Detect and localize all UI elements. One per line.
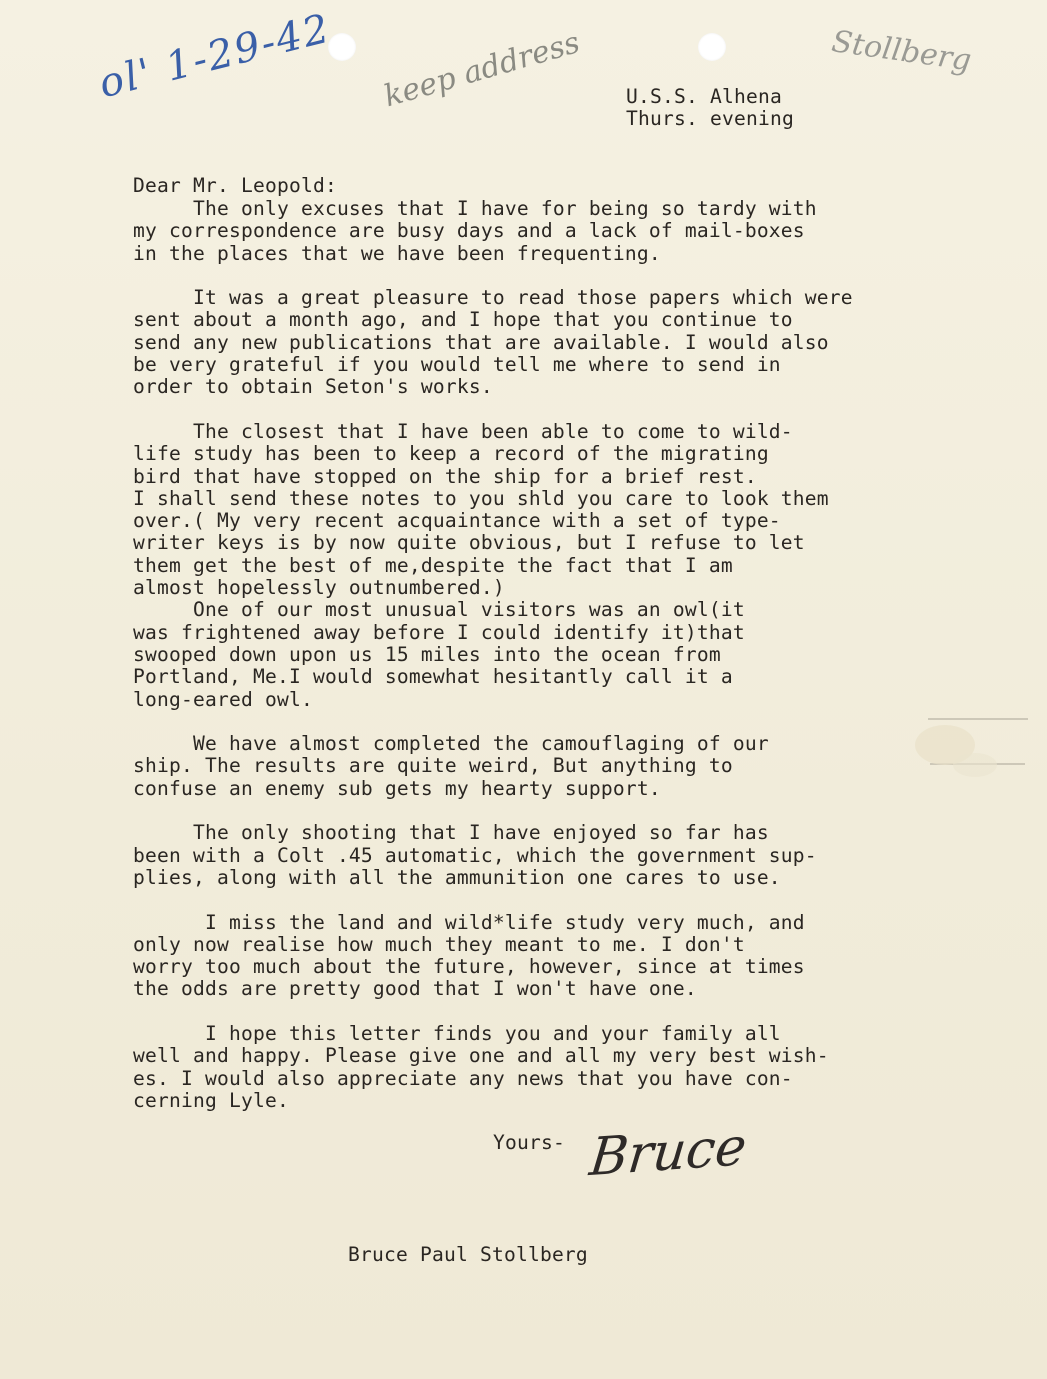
body-line: send any new publications that are available. I would also	[133, 330, 829, 354]
body-line: order to obtain Seton's works.	[133, 375, 493, 399]
body-line	[133, 1001, 853, 1023]
body-line: been with a Colt .45 automatic, which the government sup-	[133, 843, 817, 867]
punch-hole-right	[698, 33, 726, 61]
body-line: plies, along with all the ammunition one cares to use.	[133, 865, 781, 889]
body-line	[133, 800, 853, 822]
body-line	[133, 711, 853, 733]
letter-header	[626, 86, 794, 131]
body-line: The closest that I have been able to come to wild-	[133, 419, 793, 443]
body-line: cerning Lyle.	[133, 1088, 289, 1112]
body-line: well and happy. Please give one and all my very best wish-	[133, 1044, 829, 1068]
body-line: The only shooting that I have enjoyed so far has	[133, 821, 769, 845]
body-line: long-eared owl.	[133, 687, 313, 711]
body-line: writer keys is by now quite obvious, but I refuse to let	[133, 531, 805, 555]
body-line: them get the best of me,despite the fact that I am	[133, 553, 733, 577]
body-line: I shall send these notes to you shld you care to look them	[133, 486, 829, 510]
body-line	[133, 889, 853, 911]
body-line: in the places that we have been frequenting.	[133, 241, 661, 265]
body-line: It was a great pleasure to read those papers which were	[133, 286, 853, 310]
handwritten-signature: Bruce	[586, 1116, 750, 1189]
ship-name: U.S.S. Alhena	[626, 85, 782, 108]
handwritten-surname-note: Stollberg	[829, 24, 974, 79]
body-line: es. I would also appreciate any news that you have con-	[133, 1066, 793, 1090]
body-line: bird that have stopped on the ship for a brief rest.	[133, 464, 757, 488]
body-line: Portland, Me.I would somewhat hesitantly call it a	[133, 665, 733, 689]
body-line: swooped down upon us 15 miles into the ocean from	[133, 642, 721, 666]
body-line: was frightened away before I could identify it)that	[133, 620, 745, 644]
body-line: ship. The results are quite weird, But anything to	[133, 754, 733, 778]
body-line: I miss the land and wild*life study very much, and	[133, 910, 805, 934]
body-line: my correspondence are busy days and a lack of mail-boxes	[133, 219, 805, 243]
body-line: We have almost completed the camouflaging of our	[133, 732, 769, 756]
body-line: The only excuses that I have for being so tardy with	[133, 197, 817, 220]
letter-body	[133, 198, 853, 1112]
body-line: only now realise how much they meant to me. I don't	[133, 932, 745, 956]
body-line: confuse an enemy sub gets my hearty support.	[133, 776, 661, 800]
body-line: almost hopelessly outnumbered.)	[133, 576, 505, 600]
body-line: be very grateful if you would tell me where to send in	[133, 353, 781, 377]
handwritten-keep-address-note: keep address	[380, 25, 584, 115]
body-line	[133, 399, 853, 421]
writing-day: Thurs. evening	[626, 107, 794, 131]
salutation: Dear Mr. Leopold:	[133, 174, 337, 197]
body-line: worry too much about the future, however, since at times	[133, 955, 805, 979]
body-line: sent about a month ago, and I hope that you continue to	[133, 308, 793, 332]
body-line	[133, 265, 853, 287]
body-line: over.( My very recent acquaintance with a set of type-	[133, 509, 781, 533]
body-line: the odds are pretty good that I won't have one.	[133, 977, 697, 1001]
body-line: One of our most unusual visitors was an owl(it	[133, 598, 745, 622]
body-line: I hope this letter finds you and your family all	[133, 1021, 781, 1045]
handwritten-date-note: ol' 1-29-42	[94, 5, 336, 108]
body-line: life study has been to keep a record of the migrating	[133, 442, 769, 466]
paper-stain	[905, 710, 1045, 790]
typed-name: Bruce Paul Stollberg	[348, 1243, 588, 1266]
closing: Yours-	[493, 1131, 565, 1154]
